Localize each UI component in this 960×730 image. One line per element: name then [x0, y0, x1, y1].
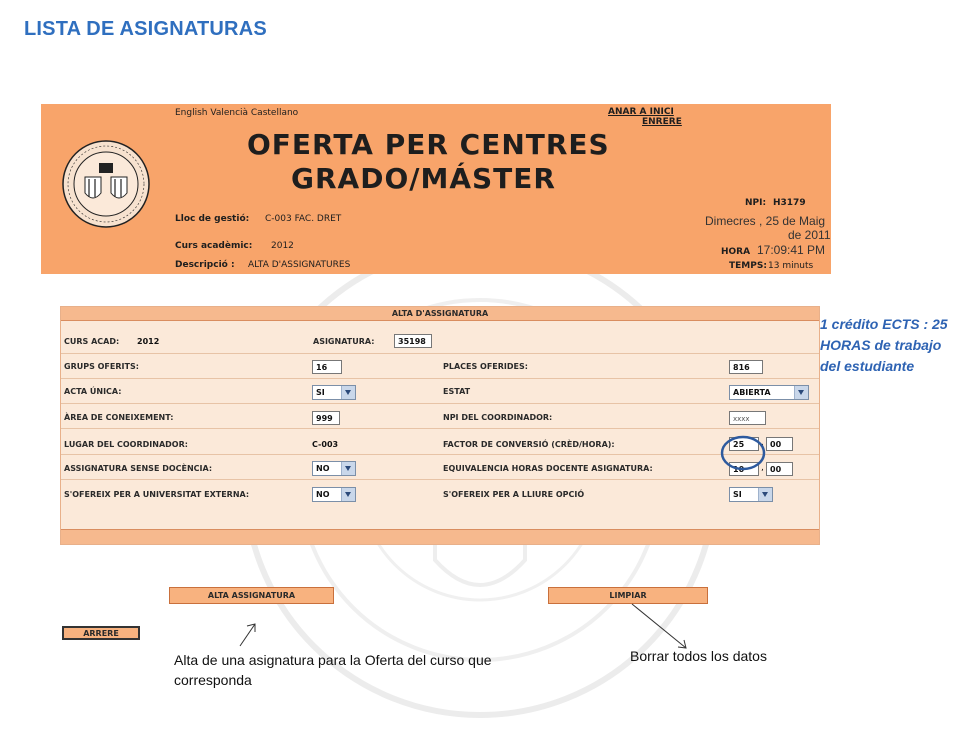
chevron-down-icon [758, 488, 772, 501]
equivalencia-dec-input[interactable]: 00 [766, 462, 793, 476]
form-row: LUGAR DEL COORDINADOR: C-003 FACTOR DE CONVERSIÓ (CRÈD/HORA): 25 , 00 [61, 430, 819, 455]
estat-label: ESTAT [443, 387, 471, 396]
lloc-gestio-value: C-003 FAC. DRET [265, 214, 342, 224]
descripcio-value: ALTA D'ASSIGNATURES [248, 260, 351, 270]
lliure-opcio-select[interactable] [729, 487, 773, 502]
language-links[interactable]: English Valencià Castellano [175, 108, 299, 118]
temps-value: 13 minuts [768, 261, 814, 271]
sense-docencia-select[interactable] [312, 461, 356, 476]
asignatura-label: ASIGNATURA: [313, 337, 375, 346]
npi-coordinador-label: NPI DEL COORDINADOR: [443, 413, 553, 422]
curs-academic-label: Curs acadèmic: [175, 241, 253, 251]
hora-value: 17:09:41 PM [757, 243, 826, 257]
chevron-down-icon [341, 462, 355, 475]
enrere-link[interactable]: ENRERE [642, 117, 682, 127]
borrar-note: Borrar todos los datos [630, 648, 767, 664]
temps-label: TEMPS: [729, 261, 767, 271]
grups-oferits-label: GRUPS OFERITS: [64, 362, 139, 371]
form-row [61, 329, 819, 354]
slide-title: LISTA DE ASIGNATURAS [24, 18, 267, 40]
form-row: ASSIGNATURA SENSE DOCÈNCIA: NO EQUIVALENCIA HORAS DOCENTE ASIGNATURA: 10 , 00 [61, 455, 819, 480]
descripcio-label: Descripció : [175, 260, 235, 270]
lliure-opcio-value: SI [733, 490, 742, 499]
form-row [61, 480, 819, 504]
acta-unica-select[interactable] [312, 385, 356, 400]
curs-academic-value: 2012 [271, 241, 294, 251]
sense-docencia-label: ASSIGNATURA SENSE DOCÈNCIA: [64, 464, 213, 473]
limpiar-button[interactable]: LIMPIAR [548, 587, 708, 604]
form-row [61, 379, 819, 404]
date-line2: de 2011 [788, 228, 831, 242]
npi-value: H3179 [773, 198, 806, 208]
factor-conversio-int-input[interactable]: 25 [729, 437, 759, 451]
page-title-line1: OFERTA PER CENTRES [247, 128, 610, 161]
form-row [61, 404, 819, 429]
header-banner [41, 104, 831, 274]
asignatura-input[interactable]: 35198 [394, 334, 432, 348]
curs-acad-value: 2012 [137, 337, 160, 346]
grups-oferits-input[interactable]: 16 [312, 360, 342, 374]
equivalencia-int-input[interactable]: 10 [729, 462, 759, 476]
universitat-externa-label: S'OFEREIX PER A UNIVERSITAT EXTERNA: [64, 490, 250, 499]
universitat-externa-value: NO [316, 490, 330, 499]
factor-conversio-dec-input[interactable]: 00 [766, 437, 793, 451]
chevron-down-icon [341, 386, 355, 399]
places-oferides-label: PLACES OFERIDES: [443, 362, 528, 371]
alta-assignatura-form [60, 306, 820, 545]
estat-value: ABIERTA [733, 388, 771, 397]
curs-acad-label: CURS ACAD: [64, 337, 120, 346]
anar-a-inici-link[interactable]: ANAR A INICI [608, 107, 674, 117]
hora-label: HORA [721, 247, 751, 257]
page-title-line2: GRADO/MÁSTER [291, 162, 556, 195]
chevron-down-icon [794, 386, 808, 399]
form-row [61, 354, 819, 379]
lloc-gestio-label: Lloc de gestió: [175, 214, 250, 224]
factor-conversio-label: FACTOR DE CONVERSIÓ (CRÈD/HORA): [443, 440, 615, 449]
alta-assignatura-button[interactable]: ALTA ASSIGNATURA [169, 587, 334, 604]
alta-note: Alta de una asignatura para la Oferta del curso que corresponda [174, 652, 492, 688]
npi-coordinador-input[interactable]: xxxx [729, 411, 766, 425]
estat-select[interactable] [729, 385, 809, 400]
area-coneixement-input[interactable]: 999 [312, 411, 340, 425]
universitat-externa-select[interactable] [312, 487, 356, 502]
lugar-coordinador-label: LUGAR DEL COORDINADOR: [64, 440, 188, 449]
sense-docencia-value: NO [316, 464, 330, 473]
places-oferides-input[interactable]: 816 [729, 360, 763, 374]
form-footer-bar [61, 529, 819, 544]
form-title: ALTA D'ASSIGNATURA [61, 307, 819, 321]
area-coneixement-label: ÀREA DE CONEIXEMENT: [64, 413, 174, 422]
date-line1: Dimecres , 25 de Maig [705, 214, 826, 228]
equivalencia-horas-label: EQUIVALENCIA HORAS DOCENTE ASIGNATURA: [443, 464, 653, 473]
arrere-button[interactable]: ARRERE [62, 626, 140, 640]
credit-note: 1 crédito ECTS : 25 HORAS de trabajo del estudiante [820, 316, 948, 374]
lliure-opcio-label: S'OFEREIX PER A LLIURE OPCIÓ [443, 490, 585, 499]
acta-unica-value: SI [316, 388, 325, 397]
npi-label: NPI: [745, 198, 767, 208]
university-seal-icon [61, 139, 151, 229]
chevron-down-icon [341, 488, 355, 501]
lugar-coordinador-value: C-003 [312, 440, 339, 449]
acta-unica-label: ACTA ÚNICA: [64, 387, 122, 396]
